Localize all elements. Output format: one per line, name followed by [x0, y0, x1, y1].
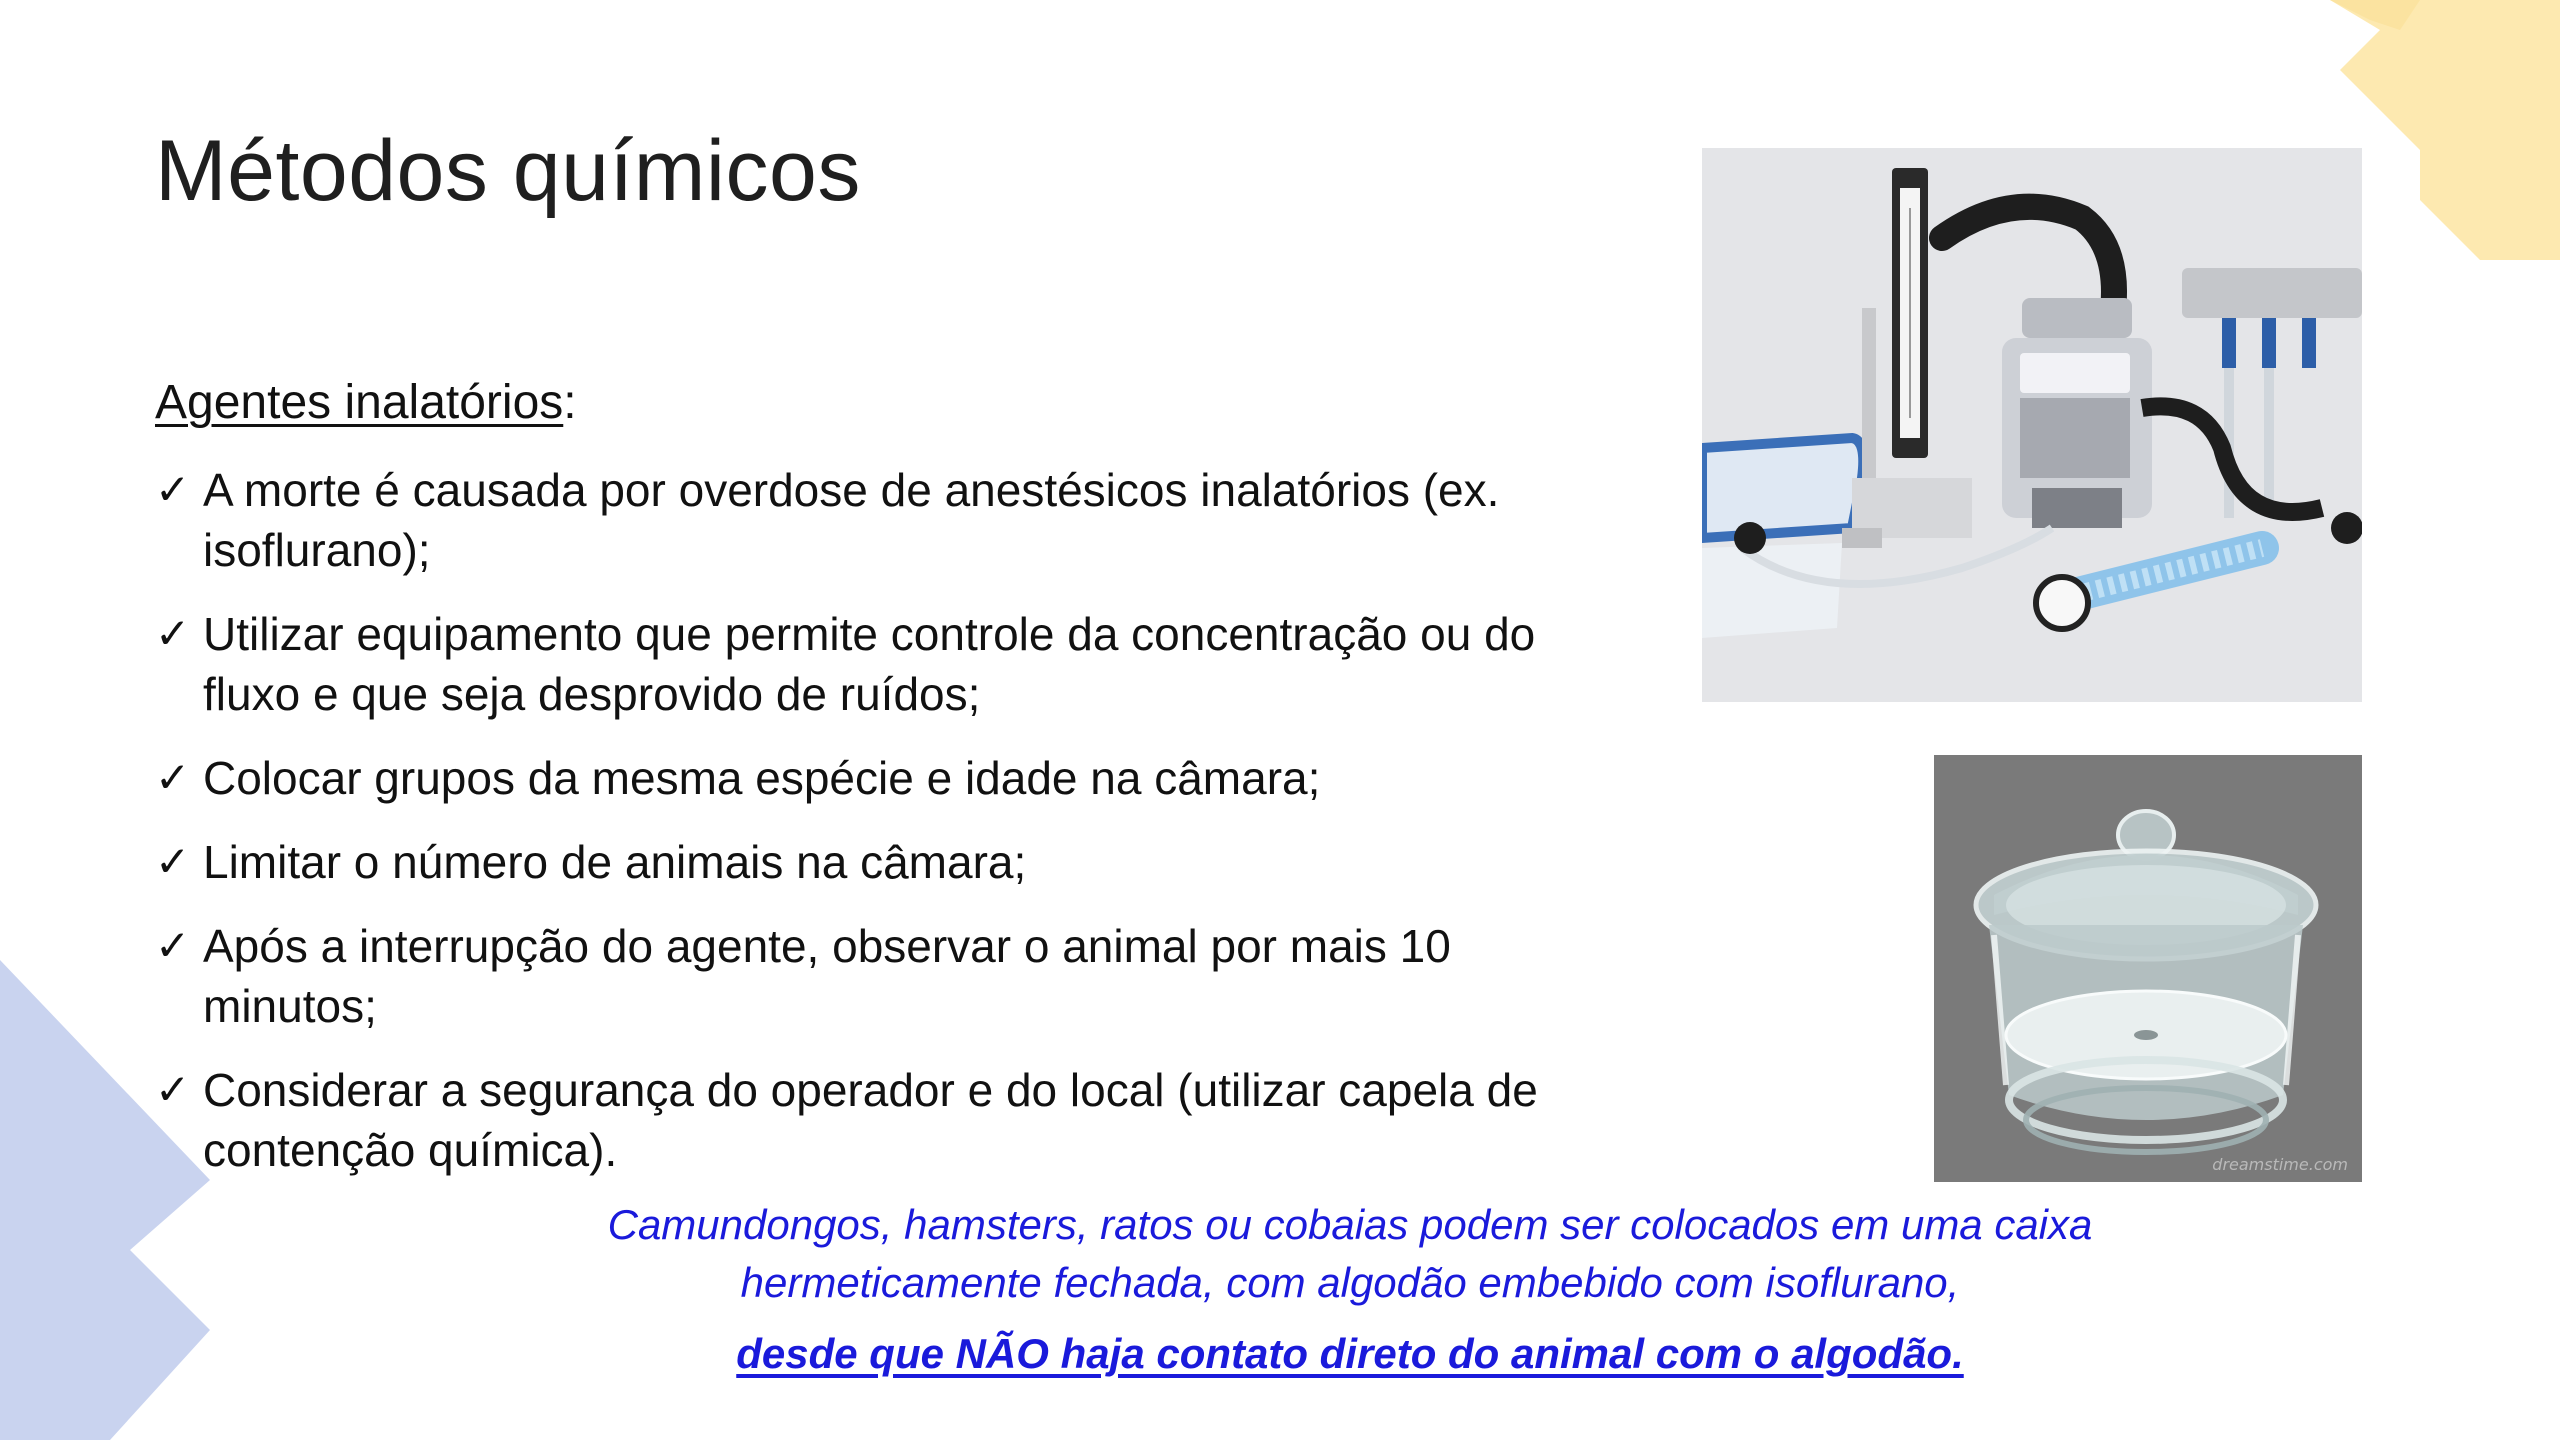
note-emphasis: desde que NÃO haja contato direto do animal com o algodão.	[736, 1330, 1964, 1377]
list-item	[155, 604, 1575, 724]
bullet-list	[155, 460, 1575, 1204]
check-icon: ✓	[155, 1065, 191, 1114]
check-icon: ✓	[155, 609, 191, 658]
section-heading	[155, 375, 577, 430]
list-item-text: Considerar a segurança do operador e do local (utilizar capela de contenção química).	[203, 1064, 1538, 1176]
list-item	[155, 916, 1575, 1036]
anesthesia-vaporizer-photo	[1702, 148, 2362, 702]
note-text: Camundongos, hamsters, ratos ou cobaias podem ser colocados em uma caixa hermeticamente fechada, com algodão embebido com isoflurano,	[607, 1201, 2093, 1306]
list-item-text: A morte é causada por overdose de anestésicos inalatórios (ex. isoflurano);	[203, 464, 1500, 576]
list-item	[155, 748, 1575, 808]
list-item	[155, 460, 1575, 580]
list-item-text: Após a interrupção do agente, observar o animal por mais 10 minutos;	[203, 920, 1451, 1032]
list-item-text: Colocar grupos da mesma espécie e idade na câmara;	[203, 752, 1321, 804]
list-item-text: Utilizar equipamento que permite controle da concentração ou do fluxo e que seja desprovido de ruídos;	[203, 608, 1536, 720]
check-icon: ✓	[155, 837, 191, 886]
list-item	[155, 832, 1575, 892]
section-heading-colon: :	[563, 376, 577, 429]
glass-chamber-photo	[1934, 755, 2362, 1182]
check-icon: ✓	[155, 465, 191, 514]
image-watermark: dreamstime.com	[2212, 1155, 2348, 1174]
list-item-text: Limitar o número de animais na câmara;	[203, 836, 1027, 888]
check-icon: ✓	[155, 921, 191, 970]
check-icon: ✓	[155, 753, 191, 802]
list-item	[155, 1060, 1575, 1180]
page-title: Métodos químicos	[155, 123, 861, 219]
section-heading-text: Agentes inalatórios	[155, 376, 564, 429]
